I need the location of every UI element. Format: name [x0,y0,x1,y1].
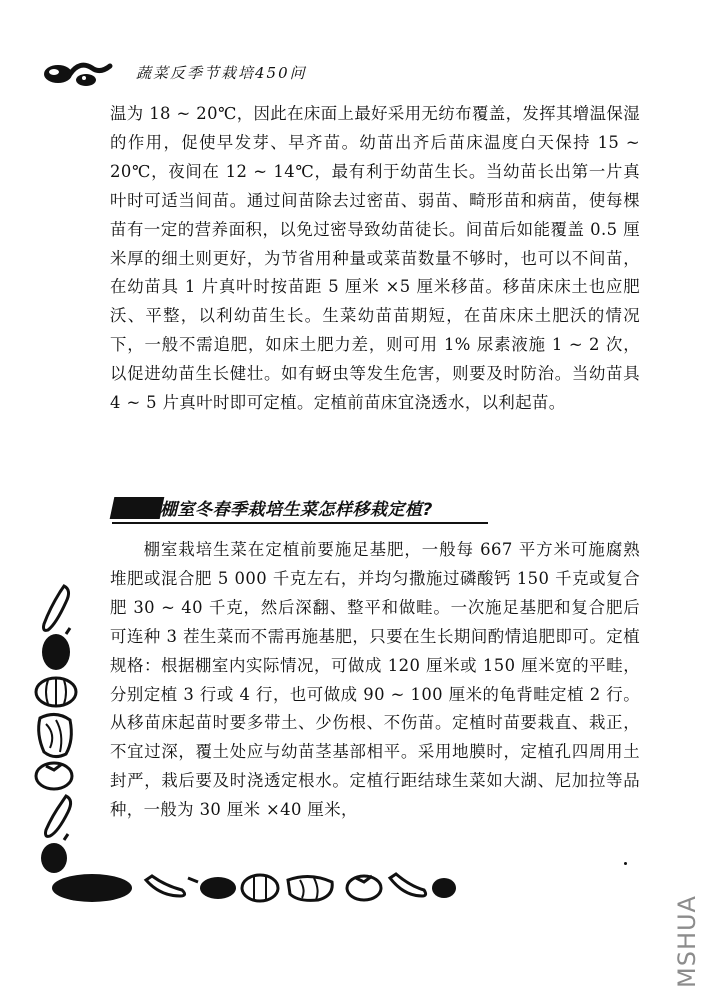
body-paragraph-2-text: 棚室栽培生菜在定植前要施足基肥，一般每 667 平方米可施腐熟堆肥或混合肥 5 000 千克左右，并均匀撒施过磷酸钙 150 千克或复合肥 30 ~ 40 千克，然后深翻、整平和做畦。一次施足基肥和复合肥后可连种 3 茬生菜而不需再施基肥，只要在生长期间酌情追肥即可。定植规格：根据棚室内实际情况，可做成 120 厘米或 150 厘米宽的平畦，分别定植 3 行或 4 行，也可做成 90 ~ 100 厘米的龟背畦定植 2 行。从移苗床起苗时要多带土、少伤根、不伤苗。定植时苗要栽直、栽正，不宜过深，覆土处应与幼苗茎基部相平。采用地膜时，定植孔四周用土封严，栽后要及时浇透定根水。定植行距结球生菜如大湖、尼加拉等品种，一般为 30 厘米 ×40 厘米， [110,540,640,820]
section-underline [112,522,488,524]
watermark [670,870,700,990]
stray-dot [624,862,627,865]
book-title: 蔬菜反季节栽培450问 [136,64,307,82]
eggplant-icon [52,874,132,902]
pepper-icon [390,874,426,896]
vegetable-column-decoration [26,584,86,874]
section-heading [112,495,492,521]
page-header [40,52,460,92]
watermark-text: MSHUA [673,895,701,988]
body-paragraph-2 [110,536,640,825]
section-marker [110,497,165,519]
cabbage-icon [288,876,332,900]
vegetable-row-decoration [48,866,458,906]
pepper-icon [146,876,185,896]
section-title: 棚室冬春季栽培生菜怎样移栽定植? [160,500,433,520]
eggplant-icon [42,628,70,670]
eggplant-icon [188,877,236,899]
pumpkin-icon [242,875,278,901]
pumpkin-icon [36,678,76,706]
eggplant-icon [432,878,456,898]
tomato-icon [347,876,381,900]
cabbage-icon [39,714,72,756]
pepper-icon [46,796,71,836]
pepper-icon [44,586,69,630]
body-paragraph-1: 温为 18 ~ 20℃，因此在床面上最好采用无纺布覆盖，发挥其增温保湿的作用，促使早发芽、早齐苗。幼苗出齐后苗床温度白天保持 15 ~ 20℃，夜间在 12 ~ 14℃，最有利于幼苗生长。当幼苗长出第一片真叶时可适当间苗。通过间苗除去过密苗、弱苗、畸形苗和病苗，使每棵苗有一定的营养面积，以免过密导致幼苗徒长。间苗后如能覆盖 0.5 厘米厚的细土则更好，为节省用种量或菜苗数量不够时，也可以不间苗，在幼苗具 1 片真叶时按苗距 5 厘米 ×5 厘米移苗。移苗床床土也应肥沃、平整，以利幼苗生长。生菜幼苗苗期短，在苗床床土肥沃的情况下，一般不需追肥，如床土肥力差，则可用 1% 尿素液施 1 ~ 2 次，以促进幼苗生长健壮。如有蚜虫等发生危害，则要及时防治。当幼苗具 4 ~ 5 片真叶时即可定植。定植前苗床宜浇透水，以利起苗。 [110,104,640,413]
tomato-icon [36,763,72,789]
vegetable-logo-icon [40,52,120,92]
